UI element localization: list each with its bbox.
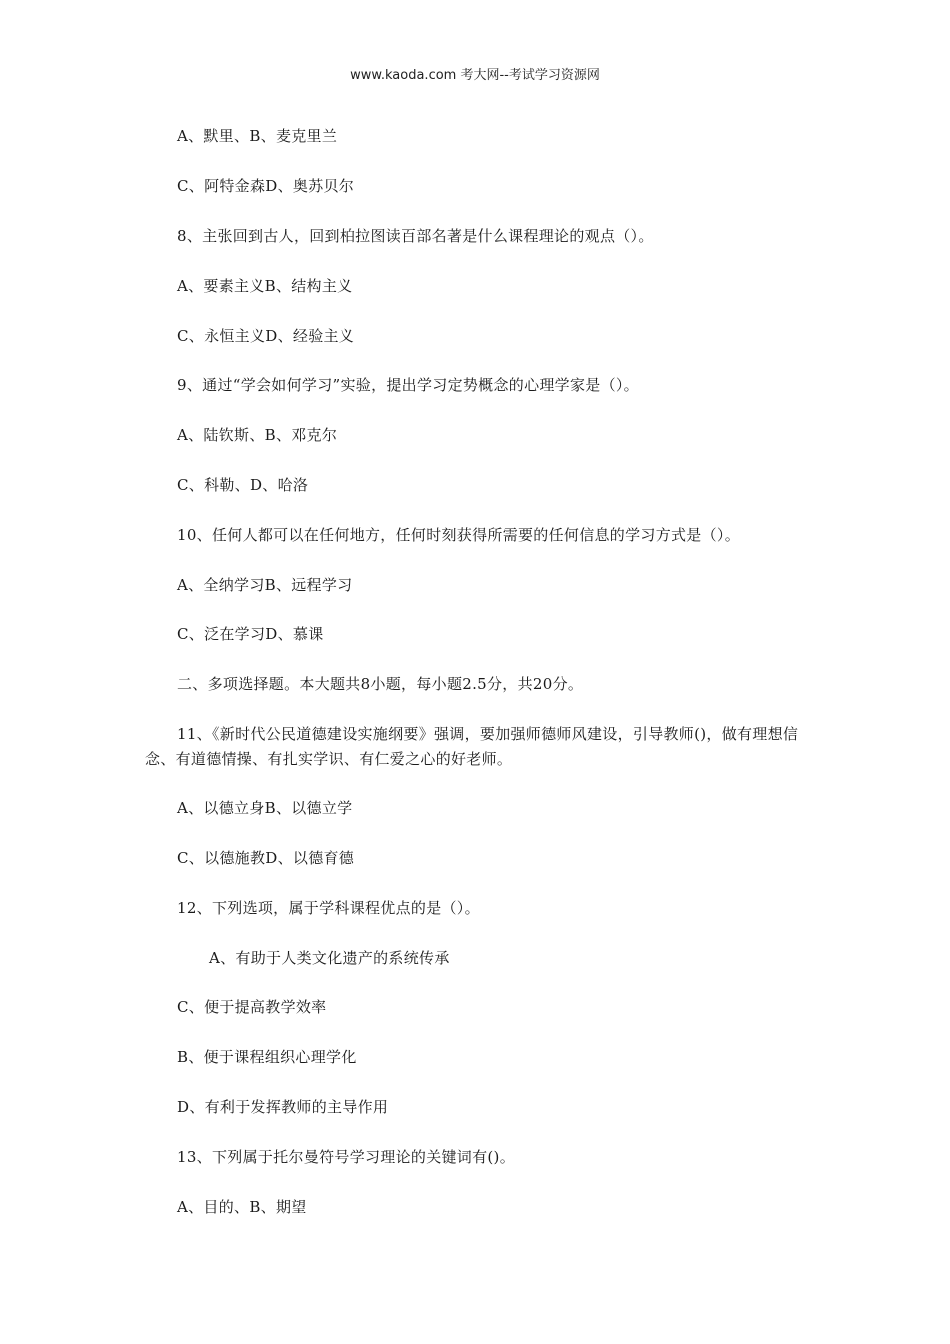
question-line: 9、通过“学会如何学习”实验，提出学习定势概念的心理学家是（）。 [177, 376, 639, 394]
option-line: B、便于课程组织心理学化 [177, 1048, 357, 1066]
question-line: 13、下列属于托尔曼符号学习理论的关键词有()。 [177, 1148, 515, 1166]
option-line: A、以德立身B、以德立学 [177, 799, 353, 817]
page-header: www.kaoda.com 考大网--考试学习资源网 [350, 68, 600, 83]
option-line: C、永恒主义D、经验主义 [177, 327, 355, 345]
question-line: 12、下列选项，属于学科课程优点的是（）。 [177, 899, 480, 917]
option-line: D、有利于发挥教师的主导作用 [177, 1098, 389, 1116]
option-line: A、陆钦斯、B、邓克尔 [177, 426, 338, 444]
option-line: A、全纳学习B、远程学习 [177, 576, 353, 594]
question-line: 10、任何人都可以在任何地方，任何时刻获得所需要的任何信息的学习方式是（）。 [177, 526, 740, 544]
option-line: C、阿特金森D、奥苏贝尔 [177, 177, 355, 195]
option-line: C、科勒、D、哈洛 [177, 476, 309, 494]
section-heading: 二、多项选择题。本大题共8小题，每小题2.5分，共20分。 [177, 675, 584, 693]
option-line: A、有助于人类文化遗产的系统传承 [209, 949, 450, 967]
option-line: A、要素主义B、结构主义 [177, 277, 353, 295]
option-line: A、目的、B、期望 [177, 1198, 307, 1216]
question-line: 8、主张回到古人，回到柏拉图读百部名著是什么课程理论的观点（）。 [177, 227, 654, 245]
option-line: C、便于提高教学效率 [177, 998, 327, 1016]
option-line: C、泛在学习D、慕课 [177, 625, 324, 643]
option-line: A、默里、B、麦克里兰 [177, 127, 338, 145]
question-paragraph: 11、《新时代公民道德建设实施纲要》强调，要加强师德师风建设，引导教师()，做有理想信念、有道德情操、有扎实学识、有仁爱之心的好老师。 [145, 725, 799, 768]
option-line: C、以德施教D、以德育德 [177, 849, 355, 867]
